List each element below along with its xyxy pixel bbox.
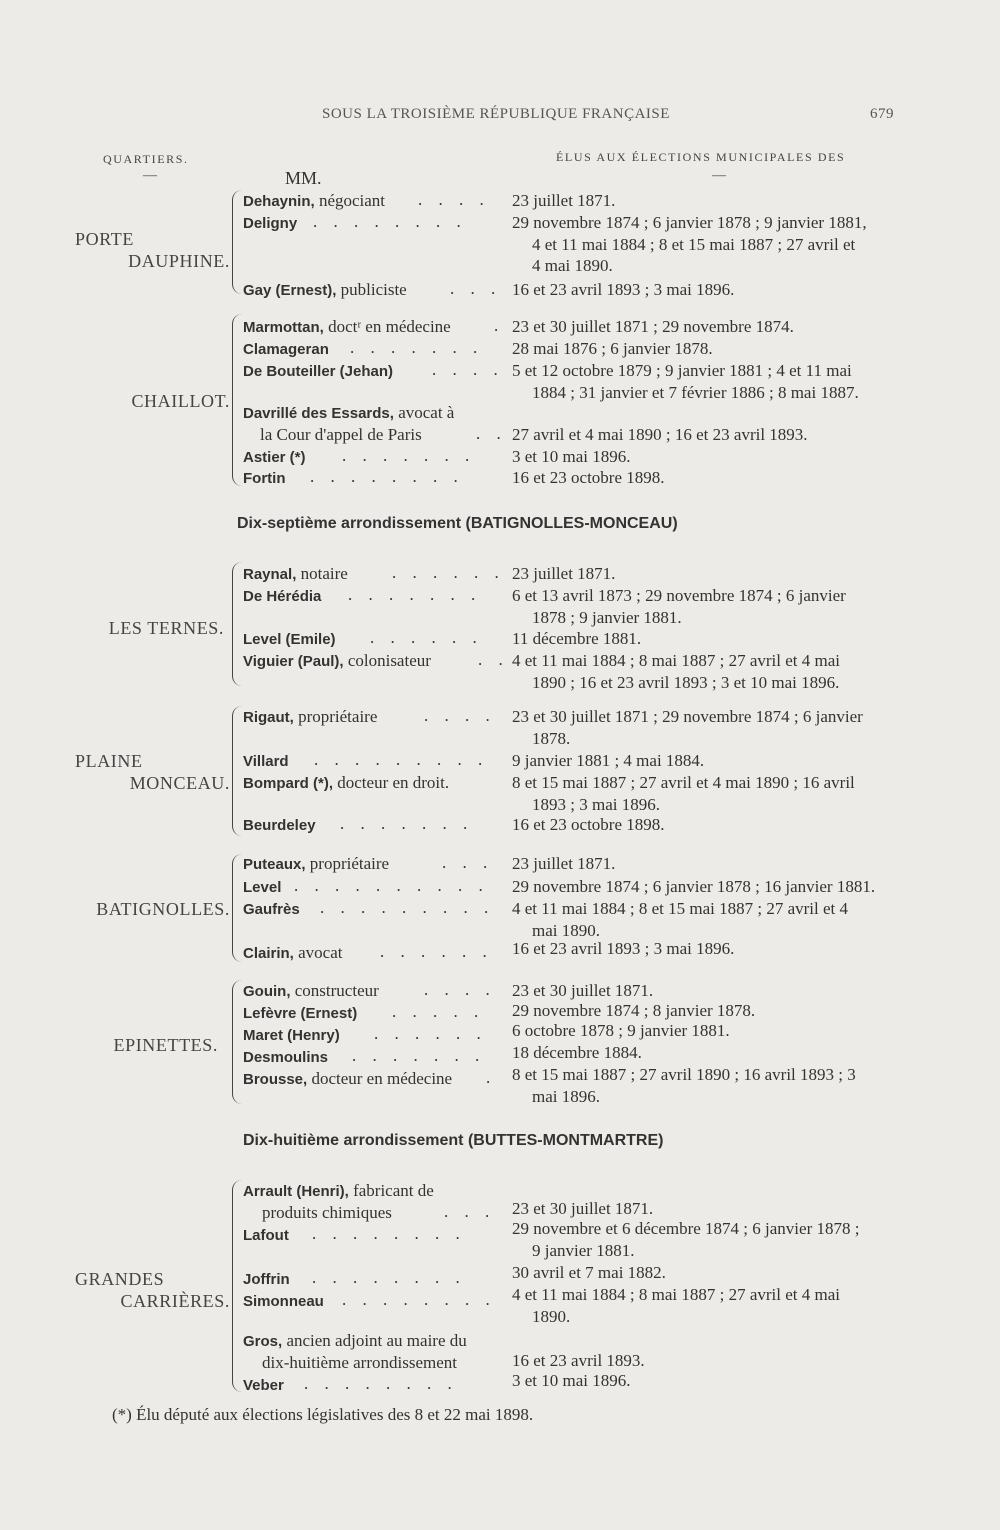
brace [232, 706, 243, 836]
election-dates: 16 et 23 octobre 1898. [512, 815, 665, 834]
elu-name: Clairin, avocat [243, 943, 343, 962]
leader-dots: . . . . [424, 706, 496, 725]
election-dates: 16 et 23 avril 1893 ; 3 mai 1896. [512, 939, 735, 958]
leader-dots: . . . . . . . [348, 585, 482, 604]
elu-name: Bompard (*), docteur en droit. [243, 773, 450, 792]
elu-name: Maret (Henry) [243, 1027, 340, 1044]
quartier-porte-dauphine [0, 228, 230, 272]
elu-name: Villard [243, 753, 289, 770]
leader-dots: . . . . . [392, 1002, 485, 1021]
election-dates: 4 et 11 mai 1884 ; 8 et 15 mai 1887 ; 27 avril et 4 mai 1890. [512, 899, 849, 940]
election-dates: 5 et 12 octobre 1879 ; 9 janvier 1881 ; 4 et 11 mai 1884 ; 31 janvier et 7 février 1886 ; 8 mai 1887. [512, 361, 859, 402]
election-dates: 11 décembre 1881. [512, 629, 642, 648]
leader-dots: . [486, 1068, 497, 1087]
elu-name: Fortin [243, 470, 286, 487]
elu-name: Raynal, notaire [243, 564, 348, 583]
election-dates: 29 novembre et 6 décembre 1874 ; 6 janvier 1878 ; 9 janvier 1881. [512, 1219, 860, 1260]
quartier-line: CHAILLOT. [131, 391, 230, 411]
election-dates: 3 et 10 mai 1896. [512, 447, 631, 466]
elu-name: Gouin, constructeur [243, 981, 379, 1000]
brace [232, 562, 243, 686]
leader-dots: . . . . . . . . [310, 467, 464, 486]
quartier-line: CARRIÈRES. [120, 1291, 230, 1311]
leader-dots: . . . . . . . [350, 338, 484, 357]
quartier-chaillot [0, 390, 230, 412]
election-dates: 8 et 15 mai 1887 ; 27 avril et 4 mai 1890 ; 16 avril 1893 ; 3 mai 1896. [512, 773, 855, 814]
elu-qualification: dix-huitième arrondissement [262, 1353, 457, 1372]
elu-name: De Hérédia [243, 588, 322, 605]
election-dates: 4 et 11 mai 1884 ; 8 mai 1887 ; 27 avril et 4 mai 1890 ; 16 et 23 avril 1893 ; 3 et 10 mai 1896. [512, 651, 840, 692]
leader-dots: . . . . . . [392, 563, 505, 582]
arrondissement-heading [243, 1132, 663, 1150]
leader-dots: . . . . . . . . [312, 1268, 466, 1287]
elu-name: Simonneau [243, 1293, 324, 1310]
elu-qualification: produits chimiques [262, 1203, 392, 1222]
elu-name: Beurdeley [243, 817, 316, 834]
quartier-grandes-carrieres [0, 1268, 230, 1312]
leader-dots: . . . . . . [380, 942, 493, 961]
election-dates: 4 et 11 mai 1884 ; 8 mai 1887 ; 27 avril et 4 mai 1890. [512, 1285, 840, 1326]
election-dates: 23 juillet 1871. [512, 854, 616, 873]
elu-name: Lefèvre (Ernest) [243, 1005, 358, 1022]
election-dates: 23 et 30 juillet 1871 ; 29 novembre 1874 ; 6 janvier 1878. [512, 707, 863, 748]
elu-name: Brousse, docteur en médecine [243, 1069, 453, 1088]
brace [232, 1180, 243, 1392]
elu-name: Deligny [243, 215, 298, 232]
mm-label: MM. [285, 168, 322, 188]
leader-dots: . . . . . . . [342, 446, 476, 465]
arrondissement-name: (BUTTES-MONTMARTRE) [467, 1132, 664, 1149]
leader-dots: . . . . . . [370, 628, 483, 647]
election-dates: 3 et 10 mai 1896. [512, 1371, 631, 1390]
footnote: (*) Élu député aux élections législatives des 8 et 22 mai 1898. [112, 1405, 534, 1424]
elu-name: Puteaux, propriétaire [243, 854, 390, 873]
quartier-plaine-monceau [0, 750, 230, 794]
election-dates: 6 et 13 avril 1873 ; 29 novembre 1874 ; 6 janvier 1878 ; 9 janvier 1881. [512, 586, 846, 627]
election-dates: 23 et 30 juillet 1871. [512, 981, 654, 1000]
elu-name: Dehaynin, négociant [243, 191, 386, 210]
elu-name: Joffrin [243, 1271, 290, 1288]
leader-dots: . . . [450, 279, 502, 298]
running-header: SOUS LA TROISIÈME RÉPUBLIQUE FRANÇAISE [322, 106, 670, 122]
brace [232, 854, 243, 962]
leader-dots: . . . . . . . . [304, 1374, 458, 1393]
quartier-line: GRANDES [75, 1269, 165, 1289]
elu-name: Gros, ancien adjoint au maire du [243, 1331, 467, 1350]
quartier-line: PLAINE [75, 751, 143, 771]
quartier-line: MONCEAU. [129, 773, 230, 793]
leader-dots: . . . . . . . . [342, 1290, 496, 1309]
leader-dots: . . [478, 650, 509, 669]
arrondissement-label: Dix-huitième arrondissement [243, 1132, 464, 1149]
quartier-line: BATIGNOLLES. [96, 899, 230, 919]
election-dates: 23 juillet 1871. [512, 564, 616, 583]
election-dates: 16 et 23 avril 1893. [512, 1351, 645, 1370]
elu-name: De Bouteiller (Jehan) [243, 363, 394, 380]
election-dates: 29 novembre 1874 ; 8 janvier 1878. [512, 1001, 756, 1020]
elu-name: Desmoulins [243, 1049, 329, 1066]
elu-name: Arrault (Henri), fabricant de [243, 1181, 434, 1200]
quartier-line: EPINETTES. [113, 1035, 218, 1055]
leader-dots: . . . . . . . [340, 814, 474, 833]
elu-name: Level (Emile) [243, 631, 336, 648]
election-dates: 23 et 30 juillet 1871 ; 29 novembre 1874. [512, 317, 794, 336]
leader-dots: . . . . . . . . . [320, 898, 495, 917]
arrondissement-name: (BATIGNOLLES-MONCEAU) [465, 515, 678, 532]
elu-name: Clamageran [243, 341, 329, 358]
election-dates: 23 et 30 juillet 1871. [512, 1199, 654, 1218]
election-dates: 9 janvier 1881 ; 4 mai 1884. [512, 751, 705, 770]
elu-name: Davrillé des Essards, avocat à [243, 403, 455, 422]
leader-dots: . [494, 316, 505, 335]
election-dates: 6 octobre 1878 ; 9 janvier 1881. [512, 1021, 730, 1040]
quartier-les-ternes [0, 617, 224, 639]
column-head-elus: ÉLUS AUX ÉLECTIONS MUNICIPALES DES [556, 150, 846, 164]
leader-dots: . . . [444, 1202, 496, 1221]
leader-dots: . . . . . . . . . . [294, 876, 489, 895]
leader-dots: . . . . [424, 980, 496, 999]
election-dates: 29 novembre 1874 ; 6 janvier 1878 ; 16 janvier 1881. [512, 877, 876, 896]
brace [232, 190, 243, 294]
page-number: 679 [870, 106, 894, 122]
election-dates: 18 décembre 1884. [512, 1043, 642, 1062]
leader-dots: . . . . . . . . . [314, 750, 489, 769]
election-dates: 28 mai 1876 ; 6 janvier 1878. [512, 339, 713, 358]
elu-name: Rigaut, propriétaire [243, 707, 378, 726]
election-dates: 16 et 23 octobre 1898. [512, 468, 665, 487]
brace [232, 314, 243, 486]
leader-dots: . . . . . . . [352, 1046, 486, 1065]
elu-name: Viguier (Paul), colonisateur [243, 651, 431, 670]
arrondissement-label: Dix-septième arrondissement [237, 515, 462, 532]
elu-name: Gay (Ernest), publiciste [243, 280, 407, 299]
elu-name: Marmottan, doctʳ en médecine [243, 317, 451, 336]
leader-dots: . . . . [418, 190, 490, 209]
leader-dots: . . [476, 424, 507, 443]
elu-name: Lafout [243, 1227, 289, 1244]
quartier-epinettes [0, 1034, 218, 1056]
quartier-line: PORTE [75, 229, 134, 249]
election-dates: 29 novembre 1874 ; 6 janvier 1878 ; 9 janvier 1881, 4 et 11 mai 1884 ; 8 et 15 mai 1887 ; 27 avril et 4 mai 1890. [512, 213, 867, 275]
election-dates: 8 et 15 mai 1887 ; 27 avril 1890 ; 16 avril 1893 ; 3 mai 1896. [512, 1065, 856, 1106]
elu-name: Level [243, 879, 282, 896]
leader-dots: . . . . [432, 360, 504, 379]
column-head-quartiers: QUARTIERS. [103, 152, 189, 166]
election-dates: 16 et 23 avril 1893 ; 3 mai 1896. [512, 280, 735, 299]
election-dates: 27 avril et 4 mai 1890 ; 16 et 23 avril 1893. [512, 425, 808, 444]
column-dash-left: — [143, 168, 157, 183]
elu-name: Veber [243, 1377, 284, 1394]
quartier-line: LES TERNES. [108, 618, 224, 638]
leader-dots: . . . . . . . . [313, 212, 467, 231]
leader-dots: . . . . . . . . [312, 1224, 466, 1243]
elu-name: Astier (*) [243, 449, 306, 466]
leader-dots: . . . . . . [374, 1024, 487, 1043]
arrondissement-heading [237, 515, 678, 533]
elu-qualification: la Cour d'appel de Paris [260, 425, 422, 444]
election-dates: 30 avril et 7 mai 1882. [512, 1263, 666, 1282]
quartier-batignolles [0, 898, 230, 920]
election-dates: 23 juillet 1871. [512, 191, 616, 210]
quartier-line: DAUPHINE. [128, 251, 230, 271]
leader-dots: . . . [442, 853, 494, 872]
elu-name: Gaufrès [243, 901, 300, 918]
column-dash-right: — [712, 168, 726, 183]
brace [232, 980, 243, 1104]
